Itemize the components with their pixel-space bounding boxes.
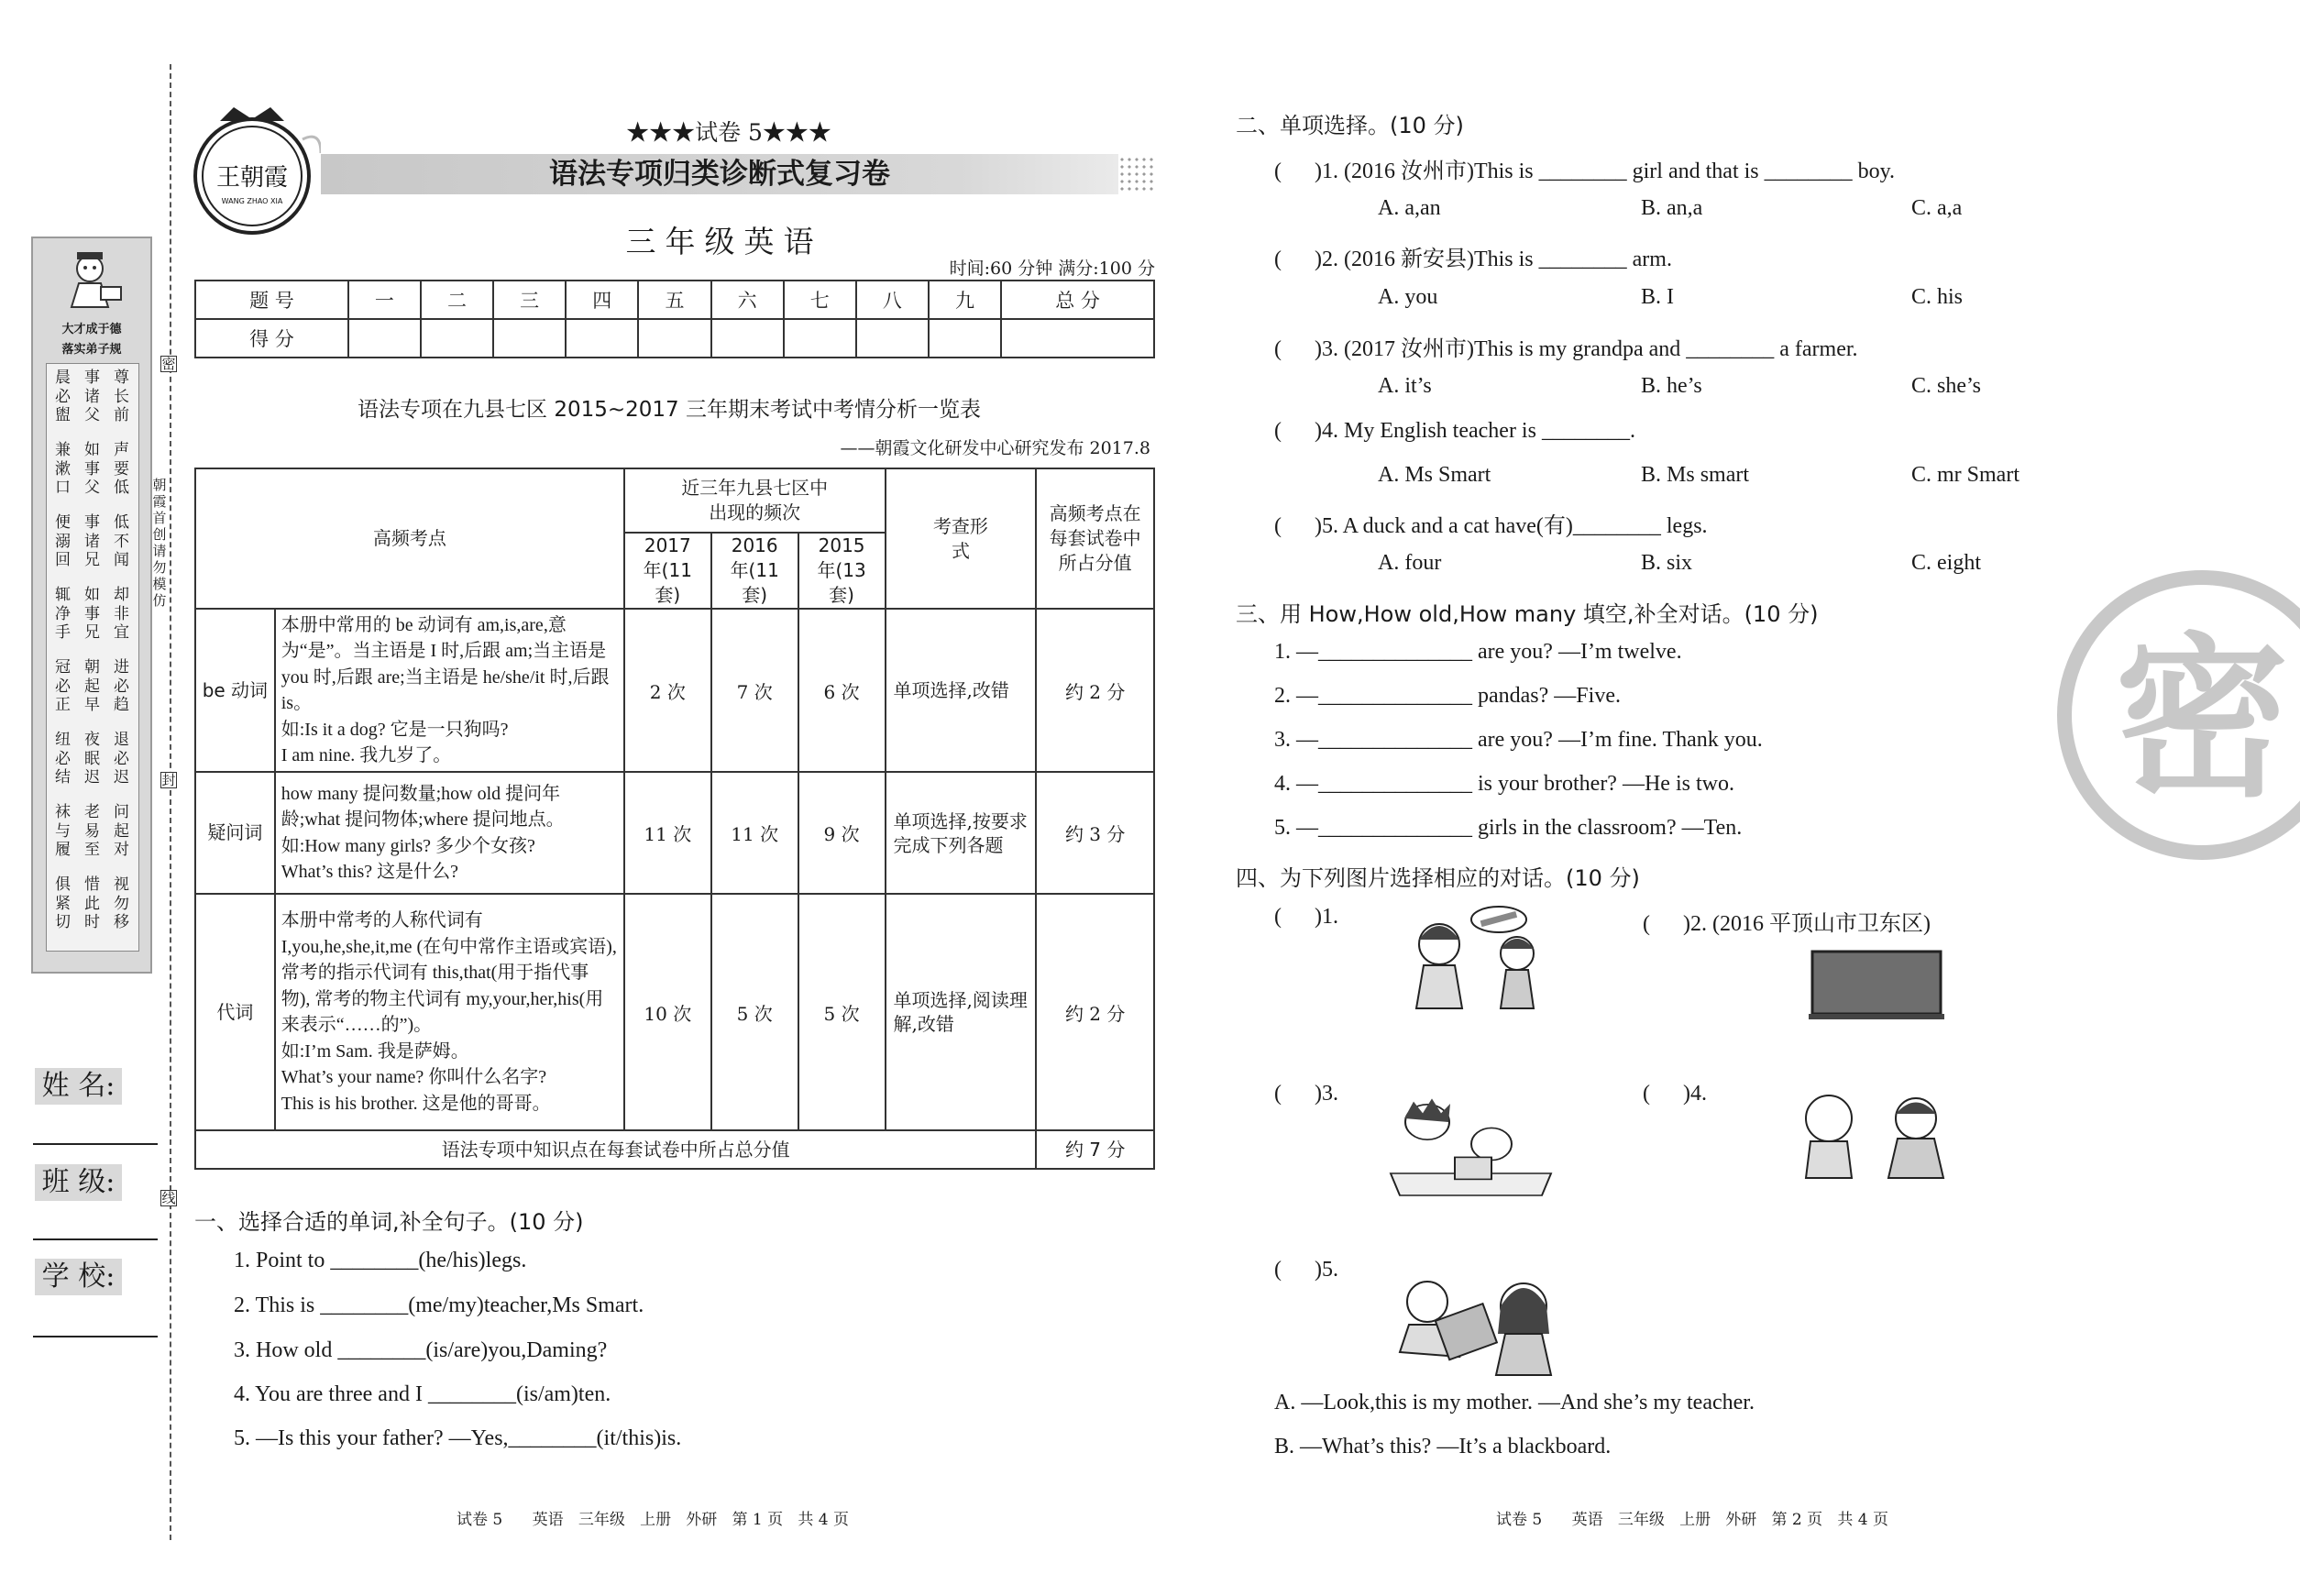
score-cell[interactable] <box>711 319 784 358</box>
section3-title: 三、用 How,How old,How many 填空,补全对话。(10 分) <box>1236 601 1819 627</box>
s1-question-5[interactable]: 5. —Is this your father? —Yes,________(it/this)is. <box>234 1426 682 1450</box>
exam-title: 语法专项归类诊断式复习卷 <box>549 158 890 191</box>
s2-q3-option-b[interactable]: B. he’s <box>1641 374 1702 398</box>
score-cell[interactable] <box>348 319 421 358</box>
binding-cut-line <box>170 64 171 1540</box>
score-header-row <box>195 281 1154 319</box>
exam-form: 单项选择,改错 <box>886 609 1037 772</box>
stamp-text: 密 <box>2114 618 2290 820</box>
kids-with-schoolbag-picture <box>1386 1093 1560 1203</box>
s2-question-3[interactable]: ( )3. (2017 汝州市)This is my grandpa and ________ a farmer. <box>1274 337 1858 361</box>
page-footer-left: 试卷 5 英语 三年级 上册 外研 第 1 页 共 4 页 <box>457 1511 849 1529</box>
count-2017: 11 次 <box>624 772 711 894</box>
score-cell[interactable] <box>784 319 856 358</box>
maxim-column: 进必趋 <box>114 658 129 714</box>
maxim-column: 声要低 <box>114 441 129 497</box>
copyright-note: 朝霞首创 请勿模仿 <box>152 477 167 609</box>
total-row <box>195 1130 1154 1169</box>
subject-title: 三年级英语 <box>625 224 823 259</box>
class-label: 班 级: <box>35 1164 122 1201</box>
s4-question-3[interactable]: ( )3. <box>1274 1082 1338 1106</box>
score-head-cell: 六 <box>711 281 784 319</box>
head-form: 考查形式 <box>886 468 1037 609</box>
s2-q2-option-a[interactable]: A. you <box>1378 285 1438 309</box>
maxim-column: 袜与履 <box>55 803 71 859</box>
score-head-cell: 八 <box>856 281 929 319</box>
point-desc: how many 提问数量;how old 提问年龄;what 提问物体;where 提问地点。 如:How many girls? 多少个女孩? What’s this? 这是什么? <box>275 772 624 894</box>
s3-question-3[interactable]: 3. —______________ are you? —I’m fine. Thank you. <box>1274 728 1763 752</box>
table-row <box>195 609 1154 772</box>
maxim-column: 如事兄 <box>84 586 100 642</box>
banner-dot-pattern <box>1118 156 1155 193</box>
s1-question-2[interactable]: 2. This is ________(me/my)teacher,Ms Smart. <box>234 1293 644 1317</box>
maxim-column: 却非宜 <box>114 586 129 642</box>
s2-q1-option-b[interactable]: B. an,a <box>1641 196 1703 220</box>
s2-question-1[interactable]: ( )1. (2016 汝州市)This is ________ girl and that is ________ boy. <box>1274 160 1896 183</box>
point-value: 约 2 分 <box>1036 894 1154 1130</box>
analysis-publisher: ——朝霞文化研发中心研究发布 2017.8 <box>840 438 1150 458</box>
score-head-cell: 总 分 <box>1001 281 1154 319</box>
score-cell[interactable] <box>1001 319 1154 358</box>
count-2016: 11 次 <box>711 772 798 894</box>
point-value: 约 3 分 <box>1036 772 1154 894</box>
point-desc: 本册中常用的 be 动词有 am,is,are,意为“是”。当主语是 I 时,后跟 am;当主语是 you 时,后跟 are;当主语是 he/she/it 时,后跟 is。 如:Is it a dog? 它是一只狗吗? I am nine. 我九岁了。 <box>275 609 624 772</box>
s2-question-2[interactable]: ( )2. (2016 新安县)This is ________ arm. <box>1274 248 1672 271</box>
head-2017: 2017 年(11 套) <box>624 533 711 609</box>
table-row <box>195 772 1154 894</box>
point-desc: 本册中常考的人称代词有 I,you,he,she,it,me (在句中常作主语或宾语),常考的指示代词有 this,that(用于指代事物), 常考的物主代词有 my,your,her,his(用来表示“……的”)。 如:I’m Sam. 我是萨姆。 What’s your name? 你叫什么名字? This is his brother. 这是他的哥哥。 <box>275 894 624 1130</box>
head-frequency: 近三年九县七区中出现的频次 <box>624 468 886 533</box>
score-row-label: 得 分 <box>195 319 348 358</box>
maxim-column: 老易至 <box>84 803 100 859</box>
logo-text: 王朝霞 <box>215 164 289 192</box>
blackboard-picture <box>1801 944 1975 1054</box>
seal-mark-feng: 封 <box>161 772 176 788</box>
motto-line-1: 大才成于德 <box>61 323 122 336</box>
time-score-info: 时间:60 分钟 满分:100 分 <box>949 259 1155 279</box>
s4-option-a[interactable]: A. —Look,this is my mother. —And she’s my teacher. <box>1274 1391 1755 1414</box>
score-head-cell: 一 <box>348 281 421 319</box>
s2-q1-option-a[interactable]: A. a,an <box>1378 196 1441 220</box>
count-2015: 5 次 <box>798 894 886 1130</box>
score-table <box>194 280 1155 358</box>
head-2016: 2016 年(11 套) <box>711 533 798 609</box>
brand-logo-icon <box>183 103 321 240</box>
s2-q4-option-b[interactable]: B. Ms smart <box>1641 463 1750 487</box>
s2-q5-option-c[interactable]: C. eight <box>1911 551 1981 575</box>
maxim-column: 便溺回 <box>55 513 71 569</box>
section1-title: 一、选择合适的单词,补全句子。(10 分) <box>194 1209 584 1235</box>
secret-stamp-icon <box>2028 568 2300 862</box>
score-head-cell: 七 <box>784 281 856 319</box>
point-name: 代词 <box>195 894 275 1130</box>
score-head-cell: 题 号 <box>195 281 348 319</box>
s4-option-b[interactable]: B. —What’s this? —It’s a blackboard. <box>1274 1435 1612 1458</box>
maxim-column: 问起对 <box>114 803 129 859</box>
name-field[interactable] <box>33 1143 158 1145</box>
section2-title: 二、单项选择。(10 分) <box>1236 113 1464 138</box>
exam-number: ★★★试卷 5★★★ <box>626 119 831 146</box>
s1-question-3[interactable]: 3. How old ________(is/are)you,Daming? <box>234 1338 608 1362</box>
s4-question-5[interactable]: ( )5. <box>1274 1258 1338 1282</box>
score-cell[interactable] <box>929 319 1001 358</box>
s1-question-4[interactable]: 4. You are three and I ________(is/am)ten. <box>234 1382 611 1406</box>
score-head-cell: 三 <box>493 281 566 319</box>
count-2015: 9 次 <box>798 772 886 894</box>
count-2016: 7 次 <box>711 609 798 772</box>
s3-question-1[interactable]: 1. —______________ are you? —I’m twelve. <box>1274 640 1682 664</box>
maxim-column: 俱紧切 <box>55 875 71 931</box>
s2-question-4[interactable]: ( )4. My English teacher is ________. <box>1274 419 1635 443</box>
head-2015: 2015 年(13 套) <box>798 533 886 609</box>
maxim-column: 低不闻 <box>114 513 129 569</box>
s2-q4-option-c[interactable]: C. mr Smart <box>1911 463 2019 487</box>
s3-question-2[interactable]: 2. —______________ pandas? —Five. <box>1274 684 1621 708</box>
s3-question-4[interactable]: 4. —______________ is your brother? —He is two. <box>1274 772 1734 796</box>
s4-question-4[interactable]: ( )4. <box>1643 1082 1707 1106</box>
maxim-column: 兼漱口 <box>55 441 71 497</box>
motto-line-2: 落实弟子规 <box>61 343 122 357</box>
s2-q2-option-c[interactable]: C. his <box>1911 285 1964 309</box>
page-footer-right: 试卷 5 英语 三年级 上册 外研 第 2 页 共 4 页 <box>1496 1511 1888 1529</box>
score-cell[interactable] <box>638 319 710 358</box>
boys-greeting-picture <box>1783 1082 1957 1192</box>
section4-title: 四、为下列图片选择相应的对话。(10 分) <box>1236 865 1640 891</box>
score-cell[interactable] <box>421 319 493 358</box>
logo-subtext: WANG ZHAO XIA <box>221 197 283 205</box>
grandpa-girl-photo-picture <box>1386 1270 1560 1380</box>
score-cell[interactable] <box>856 319 929 358</box>
score-cell[interactable] <box>566 319 638 358</box>
maxim-column: 尊长前 <box>114 369 129 424</box>
head-point: 高频考点 <box>195 468 624 609</box>
s2-q5-option-b[interactable]: B. six <box>1641 551 1693 575</box>
s4-question-1[interactable]: ( )1. <box>1274 905 1338 929</box>
maxim-column: 如事父 <box>84 441 100 497</box>
girl-boy-thinking-pencil-picture <box>1389 903 1563 1013</box>
analysis-title: 语法专项在九县七区 2015~2017 三年期末考试中考情分析一览表 <box>358 398 981 422</box>
score-head-cell: 九 <box>929 281 1001 319</box>
maxim-column: 事诸兄 <box>84 513 100 569</box>
s2-q2-option-b[interactable]: B. I <box>1641 285 1674 309</box>
maxim-column: 冠必正 <box>55 658 71 714</box>
maxim-column: 退必迟 <box>114 731 129 787</box>
exam-form: 单项选择,按要求完成下列各题 <box>886 772 1037 894</box>
score-head-cell: 四 <box>566 281 638 319</box>
score-head-cell: 五 <box>638 281 710 319</box>
maxim-column: 朝起早 <box>84 658 100 714</box>
maxim-column: 事诸父 <box>84 369 100 424</box>
count-2016: 5 次 <box>711 894 798 1130</box>
s2-question-5[interactable]: ( )5. A duck and a cat have(有)________ legs. <box>1274 514 1708 538</box>
maxim-column: 惜此时 <box>84 875 100 931</box>
s1-question-1[interactable]: 1. Point to ________(he/his)legs. <box>234 1249 527 1272</box>
seal-mark-xian: 线 <box>161 1190 176 1206</box>
maxim-column: 夜眠迟 <box>84 731 100 787</box>
point-name: 疑问词 <box>195 772 275 894</box>
point-name: be 动词 <box>195 609 275 772</box>
s2-q3-option-a[interactable]: A. it’s <box>1378 374 1432 398</box>
score-value-row <box>195 319 1154 358</box>
s2-q5-option-a[interactable]: A. four <box>1378 551 1442 575</box>
score-head-cell: 二 <box>421 281 493 319</box>
table-row <box>195 894 1154 1130</box>
seal-mark-mi: 密 <box>161 356 176 372</box>
maxim-column: 晨必盥 <box>55 369 71 424</box>
s3-question-5[interactable]: 5. —______________ girls in the classroom? —Ten. <box>1274 816 1743 840</box>
class-field[interactable] <box>33 1238 158 1240</box>
name-label: 姓 名: <box>35 1068 122 1105</box>
analysis-table <box>194 468 1155 1170</box>
count-2017: 10 次 <box>624 894 711 1130</box>
scholar-mascot-icon <box>53 243 127 312</box>
point-value: 约 2 分 <box>1036 609 1154 772</box>
maxim-column: 视勿移 <box>114 875 129 931</box>
head-value: 高频考点在每套试卷中所占分值 <box>1036 468 1154 609</box>
count-2015: 6 次 <box>798 609 886 772</box>
maxim-column: 辄净手 <box>55 586 71 642</box>
total-label: 语法专项中知识点在每套试卷中所占总分值 <box>195 1130 1036 1169</box>
school-label: 学 校: <box>35 1259 122 1295</box>
count-2017: 2 次 <box>624 609 711 772</box>
s2-q4-option-a[interactable]: A. Ms Smart <box>1378 463 1491 487</box>
exam-form: 单项选择,阅读理解,改错 <box>886 894 1037 1130</box>
maxim-column: 纽必结 <box>55 731 71 787</box>
school-field[interactable] <box>33 1336 158 1337</box>
s2-q3-option-c[interactable]: C. she’s <box>1911 374 1982 398</box>
score-cell[interactable] <box>493 319 566 358</box>
s4-question-2[interactable]: ( )2. (2016 平顶山市卫东区) <box>1643 912 1931 936</box>
s2-q1-option-c[interactable]: C. a,a <box>1911 196 1963 220</box>
total-value: 约 7 分 <box>1036 1130 1154 1169</box>
